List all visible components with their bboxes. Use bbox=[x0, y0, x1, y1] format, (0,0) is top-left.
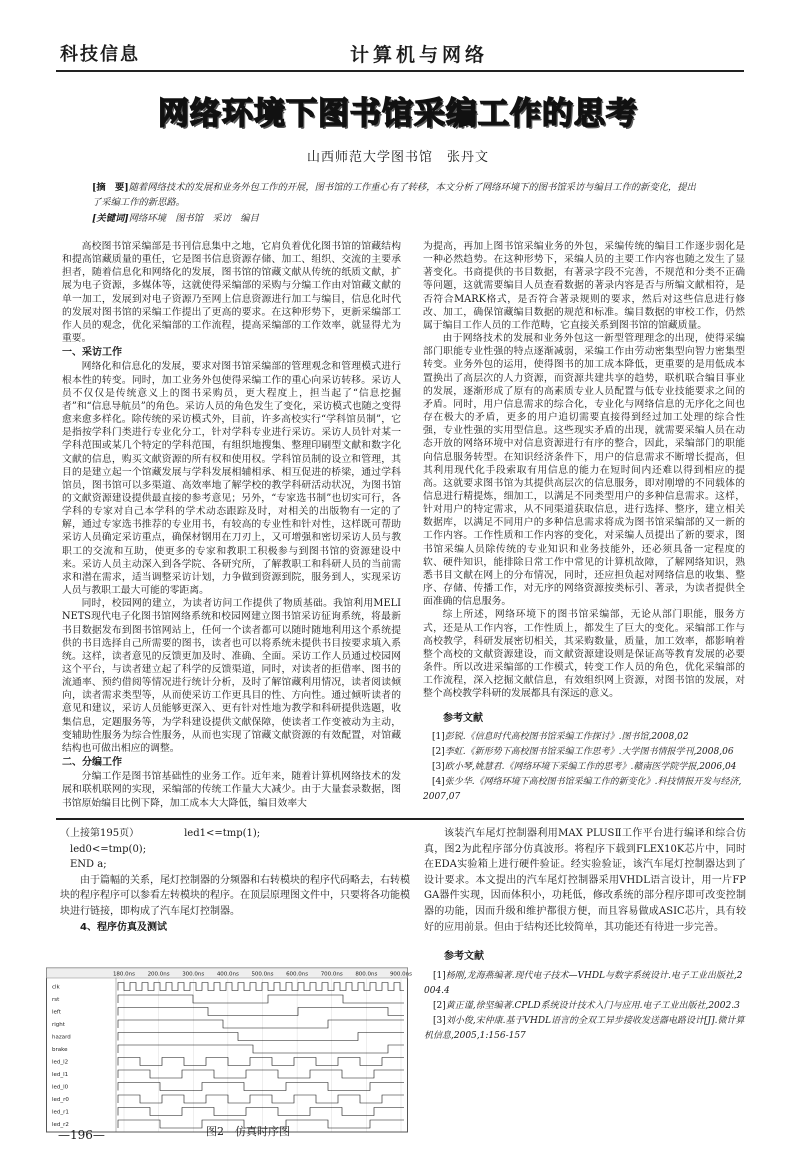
lower-left-paragraph: 由于篇幅的关系，尾灯控制器的分频器和右转模块的程序代码略去，右转模块的程序程序可以参看左转模块的程序。在顶层原理图文件中，只要将各功能模块进行链接，即构成了汽车尾灯控制器。 bbox=[60, 874, 410, 917]
reference-number: [1] bbox=[424, 970, 446, 981]
abstract-text: 随着网络技术的发展和业务外包工作的开展，图书馆的工作重心有了转移，本文分析了网络环境下的图书馆采访与编目工作的新变化，提出了采编工作的新思路。 bbox=[92, 182, 696, 208]
reference-item bbox=[423, 760, 745, 775]
reference-number: [1] bbox=[423, 731, 445, 742]
timeline-label: 200.0ns bbox=[147, 971, 170, 978]
body-paragraph: 网络化和信息化的发展，要求对图书馆采编部的管理观念和管理模式进行根本性的转变。同时，加工业务外包使得采编工作的重心向采访转移。采访人员不仅仅是传统意义上的图书采购员，更大程度上，担当起了“信息挖掘者”和“信息导航员”的角色。采访人员的角色发生了变化，采访模式也随之变得愈来愈多样化。除传统的采访模式外，目前，许多高校实行“学科馆员制”，它是指按学科门类进行专业化分工，针对学科专业进行采访。采访人员针对某一学科范围或某几个特定的学科范围，有组织地搜集、整理印刷型文献和数字化文献的信息，购买文献资源的所有权和使用权。学科馆员制的设立和管理，其目的是建立起一个馆藏发展与学科发展相辅相承、相互促进的桥梁，通过学科馆员，图书馆可以多渠道、高效率地了解学校的教学科研活动状况，为图书馆的文献资源建设提供最直接的参考意见；另外，“专家选书制”也切实可行，各学科的专家对自己本学科的学术动态跟踪及时，对相关的出版物有一定的了解，通过专家选书推荐的专业用书，有较高的专业性和针对性，这样既可帮助采访人员确定采访重点，确保材钢用在刀刃上，又可增强和密切采访人员与教职工的交流和互助，使更多的专家和教职工积极参与到图书馆的资源建设中来。采访人员主动深入到各学院、各研究所，了解教职工和科研人员的当前需求和潜在需求，适当调整采访计划，力争做到资源到院，服务到人，实现采访人员与教职工最大可能的零距离。 bbox=[62, 361, 401, 597]
reference-item bbox=[424, 999, 746, 1014]
timeline-label: 400.0ns bbox=[216, 971, 239, 978]
reference-number: [3] bbox=[424, 1015, 446, 1026]
journal-name: 科技信息 bbox=[60, 44, 140, 65]
reference-number: [2] bbox=[423, 746, 445, 757]
signal-name: right bbox=[52, 1022, 65, 1028]
lower-right-column bbox=[424, 826, 746, 1044]
body-paragraph: 由于网络技术的发展和业务外包这一新型管理理念的出现，使得采编部门职能专业性强的特点逐渐减弱，采编工作由劳动密集型向智力密集型转变。业务外包的运用，使得图书的加工成本降低，更重要的是用低成本置换出了高层次的人力资源，而资源共建共享的趋势，联机联合编目事业的发展，逐渐形成了原有的高素质专业人员配置与低专业技能要求之间的矛盾。同时，用户信息需求的综合化，专业化与网络信息的无序化之间也存在极大的矛盾，更多的用户追切需要直接得到经过加工处理的综合性强，专业性强的实用型信息。这些现实矛盾的出现，就需要采编人员在动态开放的网络环境中对信息资源进行有序的整合，因此，采编部门的职能向信息服务转型。在知识经济条件下，用户的信息需求不断增长提高，但其利用现代化手段索取有用信息的能力在短时间内还难以得到相应的提高。这就要求图书馆为其提供高层次的信息服务，即对刚增的不同载体的信息进行精提炼，细加工，以满足不同类型用户的多种信息需求。这样，针对用户的特定需求，从不同渠道获取信息，进行选择、整序，建立相关数据库，以满足不同用户的多种信息需求将成为图书馆采编部的又一新的工作内容。工作性质和工作内容的变化，对采编人员提出了新的要求，图书馆采编人员除传统的专业知识和业务技能外，还必须具备一定程度的软、硬件知识，能排除日常工作中常见的计算机故障，了解网络知识，熟悉书目文献在网上的分布情况，同时，还应担负起对网络信息的收集、整序、存储、传播工作，对无序的网络资源按类标引、著录，为读者提供全面准确的信息服务。 bbox=[423, 333, 745, 608]
signal-name: brake bbox=[52, 1047, 68, 1053]
signal-name: rst bbox=[52, 997, 60, 1003]
abstract bbox=[92, 180, 702, 210]
reference-item bbox=[423, 745, 745, 760]
signal-name: led_l1 bbox=[52, 1072, 69, 1078]
reference-number: [3] bbox=[423, 761, 445, 772]
signal-name: hazard bbox=[52, 1034, 71, 1041]
references-list bbox=[423, 730, 745, 805]
timeline-label: 900.0ns bbox=[389, 971, 413, 978]
keywords bbox=[92, 210, 702, 224]
references-heading: 参考文献 bbox=[443, 713, 483, 725]
lower-references-list bbox=[424, 969, 746, 1044]
code-line-3: END a; bbox=[60, 859, 107, 871]
body-paragraph: 综上所述，网络环境下的图书馆采编部，无论从部门职能，服务方式，还是从工作内容，工作性质上，都发生了巨大的变化。采编部工作与高校教学，科研发展密切相关，其采购数量，质量，加工效率，都影响着整个高校的文献资源建设，而文献资源建设则是保证高等教育发展的必要条件。所以改进采编部的工作模式，转变工作人员的角色，优化采编部的工作流程，深入挖掘文献信息，有效组织网上资源，对图书馆的发展，对整个高校教学科研的发展都具有深远的意义。 bbox=[423, 609, 745, 700]
signal-name: left bbox=[52, 1009, 61, 1016]
timeline-label: 800.0ns bbox=[355, 971, 378, 978]
body-paragraph: 同时，校园网的建立，为读者访问工作提供了物质基础。我馆利用MELINETS现代电子化图书馆网络系统和校园网建立图书馆采访征询系统，将最新书目数据发布到图书馆网站上，任何一个读者都可以随时随地利用这个系统提供的书目选择自己所需要的图书，读者也可以将系统未提供书目按要求填入系统。这样，读者意见的反馈更加及时、准确、全面。采访工作人员通过校园网这个平台，与读者建立起了科学的反馈渠道，同时，对读者的拒借率、图书的流通率、预约借阅等情况进行统计分析，及时了解馆藏利用情况，读者阅读倾向，读者需求类型等，从而使采访工作更具目的性、方向性。通过倾听读者的意见和建议，采访人员能够更深入、更有针对性地为教学和科研提供选题，收集信息，定题服务等，为学科建设提供文献保障，使读者工作变被动为主动，变辅助性服务为综合性服务，从而也实现了馆藏文献资源的有效配置，对馆藏结构也可做出相应的调整。 bbox=[62, 598, 401, 754]
timeline-label: 500.0ns bbox=[251, 971, 274, 978]
reference-text: 黄正谨,徐坚编著.CPLD系统设计技术入门与应用.电子工业出版社,2002.3 bbox=[445, 1000, 740, 1011]
signal-name: clk bbox=[52, 984, 60, 991]
body-paragraph: 为提高，再加上图书馆采编业务的外包，采编传统的编目工作逐步弱化是一种必然趋势。在这种形势下，采编人员的主要工作内容也随之发生了显著变化。书商提供的书目数据，有著录字段不完善，不规范和分类不正确等问题，这就需要编目人员查看数据的著录内容是否与所编文献相符，是否符合MARK格式，是否符合著录规则的要求，然后对这些信息进行修改、加工，确保馆藏编目数据的规范和标准。编目数据的审校工作，仍然属于编目工作人员的工作范畴，它直接关系到图书馆的馆藏质量。 bbox=[423, 241, 745, 331]
section-heading: 二、分编工作 bbox=[62, 757, 122, 769]
timeline-label: 700.0ns bbox=[320, 971, 343, 978]
reference-item bbox=[423, 730, 745, 745]
reference-item bbox=[424, 1014, 746, 1044]
keywords-text: 网络环境 图书馆 采访 编目 bbox=[128, 213, 259, 224]
body-paragraph: 高校图书馆采编部是书刊信息集中之地，它肩负着优化图书馆的馆藏结构和提高馆藏质量的重任，它是图书信息资源存储、加工、组织、交流的主要承担者，随着信息化和网络化的发展，图书馆的馆藏文献从传统的纸质文献，扩展为电子资源，多媒体等，这就使得采编部的采购与分编工作由对馆藏文献的单一加工，发展到对电子资源乃至网上信息资源进行加工与编目，信息化时代的发展对图书馆的采编工作提出了更高的要求。在这种形势下，更新采编部工作人员的观念，优化采编部的工作流程，提高采编部的工作效率，就显得尤为重要。 bbox=[62, 241, 401, 345]
reference-item bbox=[424, 969, 746, 999]
code-line-2: led0<=tmp(0); bbox=[60, 843, 147, 855]
diagram-frame bbox=[47, 968, 408, 1132]
reference-text: 彭锐.《信息时代高校图书馆采编工作探讨》.图书馆,2008,02 bbox=[444, 731, 689, 742]
lower-right-paragraph: 该装汽车尾灯控制器利用MAX PLUSⅡ工作平台进行编译和综合仿真，图2为此程序部分仿真波形。将程序下载到FLEX10K芯片中，同时在EDA实验箱上进行硬件验证。经实验验证，该汽车尾灯控制器达到了设计要求。本文提出的汽车尾灯控制器采用VHDL语言设计，用一片FPGA器件实现，因而体积小，功耗低，修改系统的部分程序即可改变控制器的功能，因而升级和维护都很方便，而且容易做成ASIC芯片，具有较好的应用前景。但由于结构还比较简单，其功能还有待进一步完善。 bbox=[424, 828, 746, 933]
section-name: 计算机与网络 bbox=[350, 44, 489, 66]
lower-references-heading: 参考文献 bbox=[444, 951, 484, 963]
article-title: 网络环境下图书馆采编工作的思考 bbox=[158, 96, 638, 132]
lower-left-column bbox=[60, 826, 410, 935]
signal-name: led_r2 bbox=[52, 1122, 69, 1128]
body-paragraph: 分编工作是图书馆基础性的业务工作。近年来，随着计算机网络技术的发展和联机联网的实现，采编部的传统工作量大大减少。由于大量套录数据，图书馆原始编目比例下降，加工成本大大降低，编目效率大 bbox=[62, 771, 401, 809]
signal-name: led_r0 bbox=[52, 1097, 69, 1103]
figure-caption: 图2 仿真时序图 bbox=[206, 1125, 290, 1138]
reference-item bbox=[423, 775, 745, 805]
reference-text: 杨刚,龙海燕编著.现代电子技术—VHDL与数字系统设计.电子工业出版社,2004.4 bbox=[424, 970, 743, 996]
reference-text: 刘小俊,宋仲康.基于VHDL语言的全双工异步接收发送器电路设计[J].微计算机信息,2005,1:156-157 bbox=[424, 1015, 745, 1041]
header-rule bbox=[56, 70, 744, 72]
reference-text: 张少华.《网络环境下高校图书馆采编工作的新变化》.科技情报开发与经济,2007,07 bbox=[423, 776, 742, 802]
keywords-label: [关键词] bbox=[92, 213, 129, 224]
timeline-label: 180.0ns bbox=[112, 971, 136, 978]
section-heading: 一、采访工作 bbox=[62, 347, 122, 359]
timeline-label: 300.0ns bbox=[182, 971, 205, 978]
article-left-column bbox=[62, 240, 401, 810]
simulation-heading: 4、程序仿真及测试 bbox=[80, 921, 167, 933]
timeline-label: 600.0ns bbox=[286, 971, 309, 978]
abstract-label: [摘 要] bbox=[92, 182, 129, 193]
simulation-timing-diagram bbox=[46, 950, 413, 1150]
reference-number: [4] bbox=[423, 776, 445, 787]
reference-text: 欧小琴,姚慧君.《网络环境下采编工作的思考》.赣南医学院学报,2006,04 bbox=[444, 761, 737, 772]
right-column-body bbox=[423, 240, 745, 700]
article-right-column bbox=[423, 240, 745, 805]
signal-name: led_r1 bbox=[52, 1109, 69, 1116]
page-number: —196— bbox=[58, 1128, 105, 1142]
article-divider bbox=[56, 818, 744, 820]
signal-name: led_l2 bbox=[52, 1059, 69, 1066]
code-line-1: （上接第195页） led1<=tmp(1); bbox=[60, 828, 261, 839]
article-author: 山西师范大学图书馆 张丹文 bbox=[306, 150, 489, 165]
signal-name: led_l0 bbox=[52, 1084, 69, 1091]
reference-text: 李虹.《新形势下高校图书馆采编工作思考》.大学图书情报学刊,2008,06 bbox=[444, 746, 734, 757]
reference-number: [2] bbox=[424, 1000, 446, 1011]
